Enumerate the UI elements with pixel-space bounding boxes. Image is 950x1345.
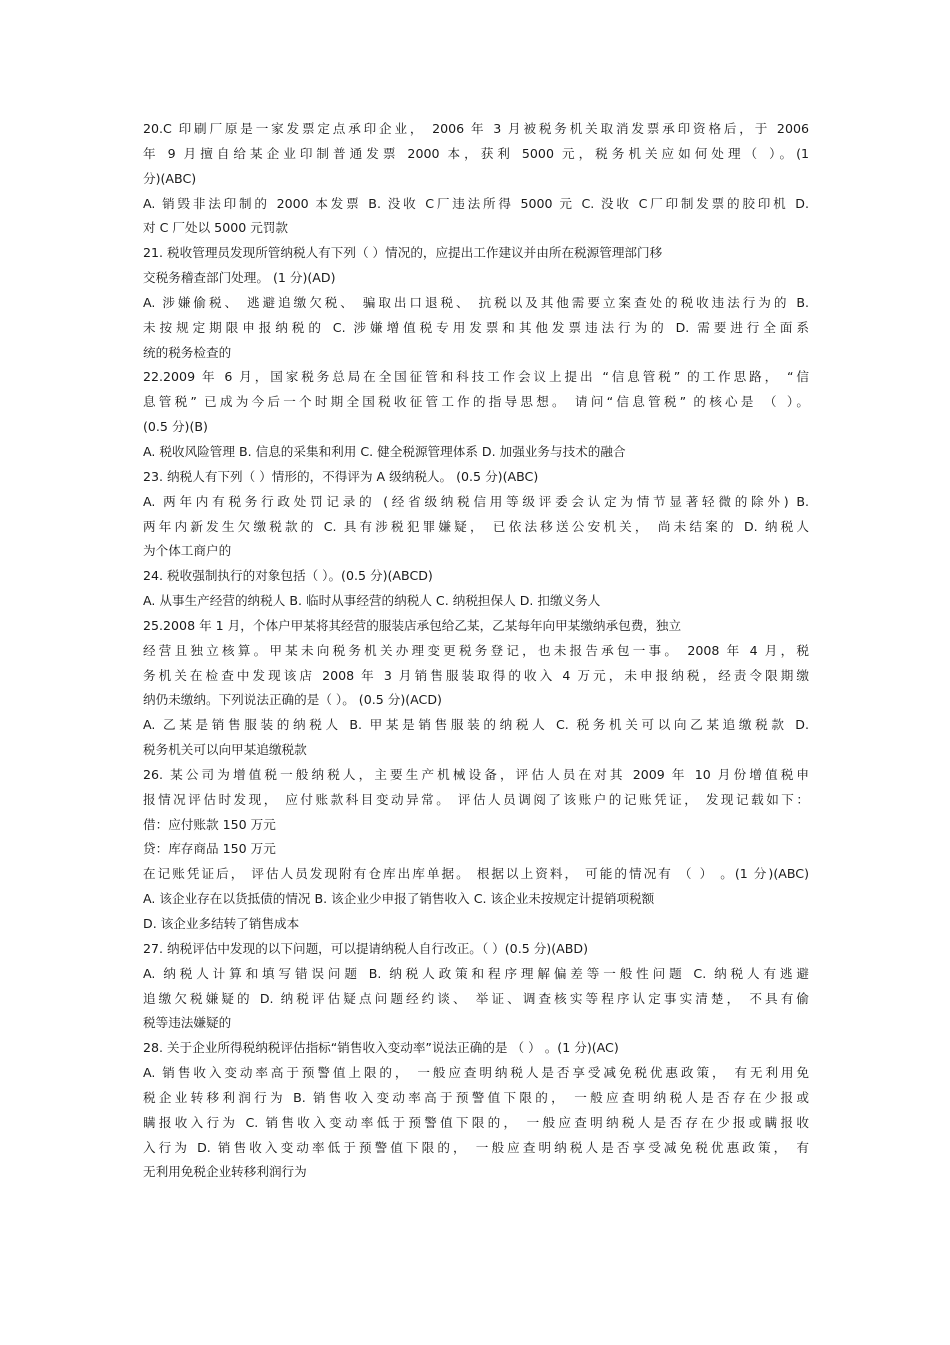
text-line: 24. 税收强制执行的对象包括（ ）。(0.5 分)(ABCD) bbox=[143, 568, 433, 584]
text-line: 27. 纳税评估中发现的以下问题，可以提请纳税人自行改正。（ ）(0.5 分)(ABD) bbox=[143, 940, 588, 956]
text-line: 息管税” 已成为今后一个时期全国税收征管工作的指导思想。 请问“信息管税” 的核心是 （ ）。 bbox=[143, 394, 809, 410]
text-line: A. 涉嫌偷税、 逃避追缴欠税、 骗取出口退税、 抗税以及其他需要立案查处的税收违法行为的 B. bbox=[143, 294, 809, 310]
text-line: (0.5 分)(B) bbox=[143, 419, 208, 435]
text-line: 经营且独立核算。甲某未向税务机关办理变更税务登记，也未报告承包一事。 2008 年 4 月，税 bbox=[143, 642, 809, 658]
text-line: 26. 某公司为增值税一般纳税人，主要生产机械设备，评估人员在对其 2009 年 10 月份增值税申 bbox=[143, 766, 809, 782]
text-line: 借：应付账款 150 万元 bbox=[143, 816, 276, 832]
text-line: 21. 税收管理员发现所管纳税人有下列（ ）情况的，应提出工作建议并由所在税源管理部门移 bbox=[143, 245, 663, 261]
text-line: 追缴欠税嫌疑的 D. 纳税评估疑点问题经约谈、 举证、调查核实等程序认定事实清楚， 不具有偷 bbox=[143, 990, 809, 1006]
text-line: A. 乙某是销售服装的纳税人 B. 甲某是销售服装的纳税人 C. 税务机关可以向乙某追缴税款 D. bbox=[143, 717, 809, 733]
text-line: 统的税务检查的 bbox=[143, 344, 232, 360]
text-line: 在记账凭证后， 评估人员发现附有仓库出库单据。 根据以上资料， 可能的情况有 （ ） 。(1 分)(ABC) bbox=[143, 866, 809, 882]
text-line: 税等违法嫌疑的 bbox=[143, 1015, 232, 1031]
text-line: A. 销售收入变动率高于预警值上限的， 一般应查明纳税人是否享受减免税优惠政策， 有无利用免 bbox=[143, 1065, 809, 1081]
text-line: 入行为 D. 销售收入变动率低于预警值下限的， 一般应查明纳税人是否享受减免税优惠政策， 有 bbox=[143, 1139, 809, 1155]
text-line: A. 销毁非法印制的 2000 本发票 B. 没收 C厂违法所得 5000 元 C. 没收 C厂印制发票的胶印机 D. bbox=[143, 195, 809, 211]
text-line: A. 税收风险管理 B. 信息的采集和利用 C. 健全税源管理体系 D. 加强业务与技术的融合 bbox=[143, 443, 626, 459]
text-line: 税务机关可以向甲某追缴税款 bbox=[143, 742, 307, 758]
text-line: D. 该企业多结转了销售成本 bbox=[143, 916, 300, 931]
text-line: A. 该企业存在以货抵债的情况 B. 该企业少申报了销售收入 C. 该企业未按规定计提销项税额 bbox=[143, 891, 655, 907]
text-line: 25.2008 年 1 月，个体户甲某将其经营的服装店承包给乙某，乙某每年向甲某缴纳承包费，独立 bbox=[143, 617, 682, 633]
text-line: A. 纳税人计算和填写错误问题 B. 纳税人政策和程序理解偏差等一般性问题 C. 纳税人有逃避 bbox=[143, 965, 809, 981]
text-line: 为个体工商户的 bbox=[143, 543, 232, 559]
text-line: 未按规定期限申报纳税的 C. 涉嫌增值税专用发票和其他发票违法行为的 D. 需要进行全面系 bbox=[143, 319, 809, 335]
text-line: 税企业转移利润行为 B. 销售收入变动率高于预警值下限的， 一般应查明纳税人是否存在少报或 bbox=[143, 1089, 809, 1105]
text-line: 无利用免税企业转移利润行为 bbox=[143, 1164, 307, 1180]
text-line: 瞒报收入行为 C. 销售收入变动率低于预警值下限的， 一般应查明纳税人是否存在少报或瞒报收 bbox=[143, 1114, 809, 1130]
document-body bbox=[143, 117, 809, 1185]
text-line: A. 两年内有税务行政处罚记录的 (经省级纳税信用等级评委会认定为情节显著轻微的除外) B. bbox=[143, 493, 809, 509]
text-line: 分)(ABC) bbox=[143, 170, 197, 186]
text-line: A. 从事生产经营的纳税人 B. 临时从事经营的纳税人 C. 纳税担保人 D. 扣缴义务人 bbox=[143, 593, 601, 609]
text-line: 年 9 月擅自给某企业印制普通发票 2000 本，获利 5000 元，税务机关应如何处理（ ）。(1 bbox=[143, 145, 809, 161]
text-line: 20.C 印刷厂原是一家发票定点承印企业， 2006 年 3 月被税务机关取消发票承印资格后，于 2006 bbox=[143, 121, 809, 136]
text-line: 贷：库存商品 150 万元 bbox=[143, 841, 276, 857]
text-line: 务机关在检查中发现该店 2008 年 3 月销售服装取得的收入 4 万元，未申报纳税，经责令限期缴 bbox=[143, 667, 809, 683]
text-line: 纳仍未缴纳。下列说法正确的是（ ）。 (0.5 分)(ACD) bbox=[143, 692, 442, 708]
text-line: 交税务稽查部门处理。 (1 分)(AD) bbox=[143, 270, 336, 286]
text-line: 23. 纳税人有下列（ ）情形的，不得评为 A 级纳税人。 (0.5 分)(ABC) bbox=[143, 468, 539, 484]
text-line: 报情况评估时发现， 应付账款科目变动异常。 评估人员调阅了该账户的记账凭证， 发现记载如下： bbox=[143, 791, 809, 807]
text-line: 22.2009 年 6 月，国家税务总局在全国征管和科技工作会议上提出 “信息管税” 的工作思路， “信 bbox=[143, 369, 809, 385]
text-line: 28. 关于企业所得税纳税评估指标“销售收入变动率”说法正确的是 （ ） 。(1 分)(AC) bbox=[143, 1040, 619, 1056]
text-line: 对 C 厂处以 5000 元罚款 bbox=[143, 220, 289, 236]
text-line: 两年内新发生欠缴税款的 C. 具有涉税犯罪嫌疑， 已依法移送公安机关， 尚未结案的 D. 纳税人 bbox=[143, 518, 809, 534]
